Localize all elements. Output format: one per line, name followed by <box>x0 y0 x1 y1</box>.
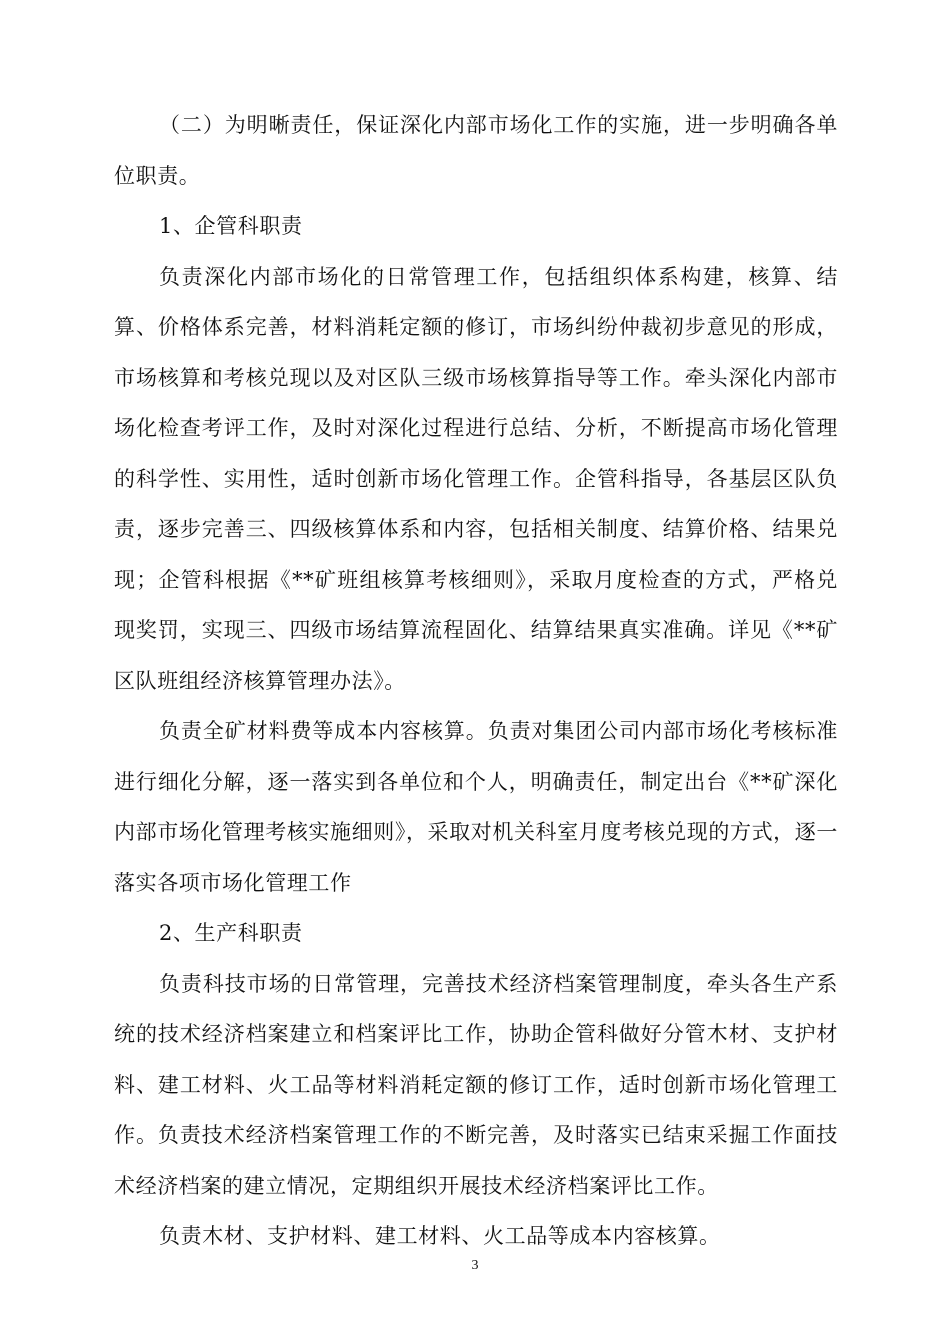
paragraph-material-accounting: 负责木材、支护材料、建工材料、火工品等成本内容核算。 <box>159 1224 721 1248</box>
page-number: 3 <box>471 1258 479 1273</box>
paragraph-cost-accounting-duties: 负责全矿材料费等成本内容核算。负责对集团公司内部市场化考核标准进行细化分解，逐一落实到各单位和个人，明确责任，制定出台《**矿深化内部市场化管理考核实施细则》，采取对机关科室月度考核兑现的方式，逐一落实各项市场化管理工作 <box>114 719 838 895</box>
document-body <box>114 100 838 1262</box>
paragraph-item-2-heading: 2、生产科职责 <box>159 921 303 945</box>
paragraph-item-1-heading: 1、企管科职责 <box>159 214 303 238</box>
paragraph-management-duties: 负责深化内部市场化的日常管理工作，包括组织体系构建，核算、结算、价格体系完善，材料消耗定额的修订，市场纠纷仲裁初步意见的形成，市场核算和考核兑现以及对区队三级市场核算指导等工作。牵头深化内部市场化检查考评工作，及时对深化过程进行总结、分析，不断提高市场化管理的科学性、实用性，适时创新市场化管理工作。企管科指导，各基层区队负责，逐步完善三、四级核算体系和内容，包括相关制度、结算价格、结果兑现；企管科根据《**矿班组核算考核细则》，采取月度检查的方式，严格兑现奖罚，实现三、四级市场结算流程固化、结算结果真实准确。详见《**矿区队班组经济核算管理办法》。 <box>114 264 838 693</box>
paragraph-section-heading: （二）为明晰责任，保证深化内部市场化工作的实施，进一步明确各单位职责。 <box>114 113 838 188</box>
paragraph-production-duties: 负责科技市场的日常管理，完善技术经济档案管理制度，牵头各生产系统的技术经济档案建立和档案评比工作，协助企管科做好分管木材、支护材料、建工材料、火工品等材料消耗定额的修订工作，适时创新市场化管理工作。负责技术经济档案管理工作的不断完善，及时落实已结束采掘工作面技术经济档案的建立情况，定期组织开展技术经济档案评比工作。 <box>114 971 838 1198</box>
